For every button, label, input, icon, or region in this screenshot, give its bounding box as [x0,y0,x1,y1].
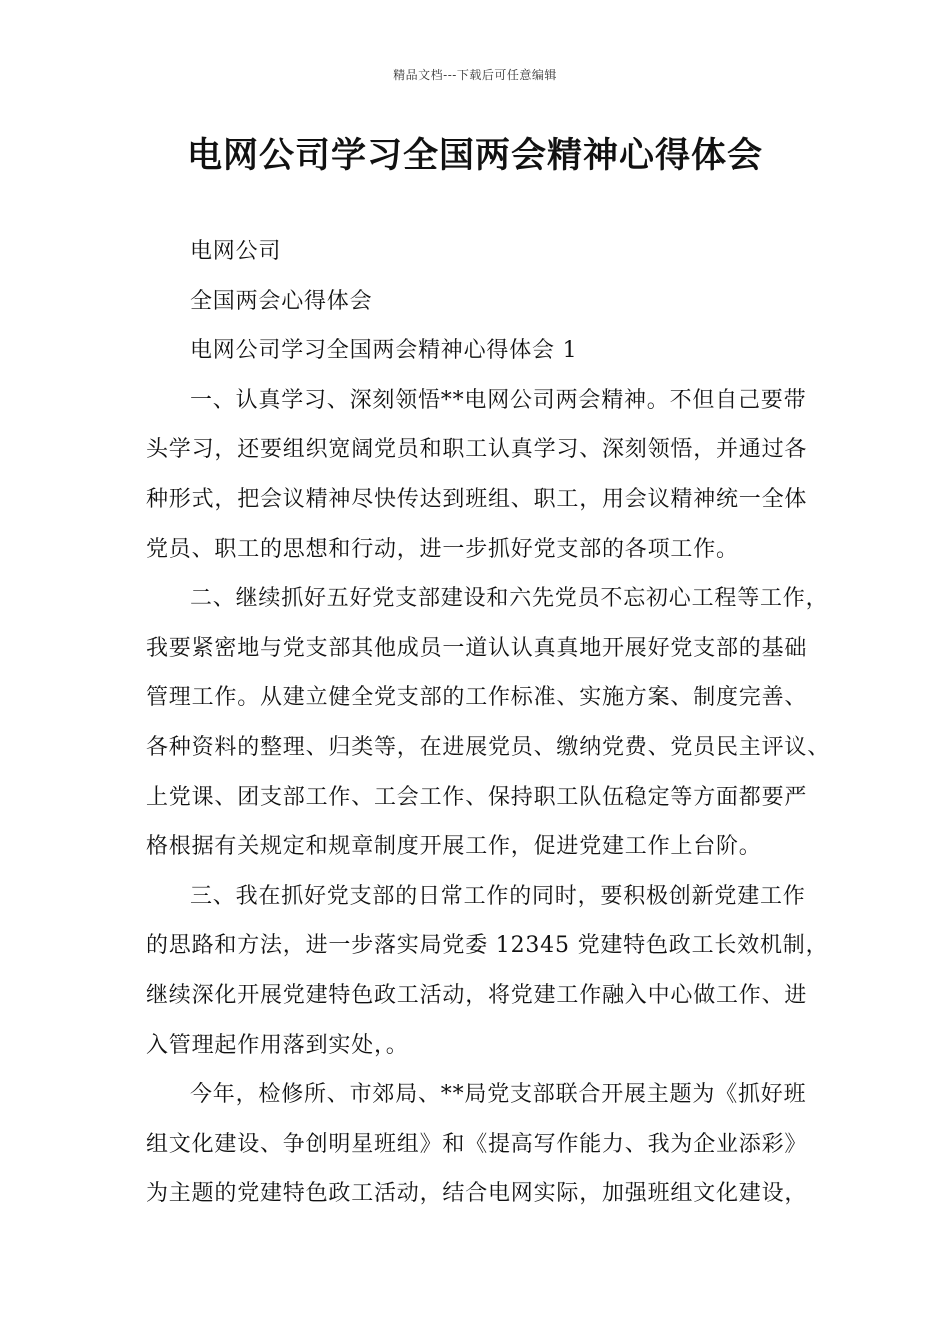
line-2: 全国两会心得体会 [190,288,373,314]
document-body [146,227,834,1219]
document-title: 电网公司学习全国两会精神心得体会 [186,136,763,176]
line-1: 电网公司 [190,239,282,264]
paragraph-3-line-2: 的思路和方法，进一步落实局党委 12345 党建特色政工长效机制， [146,933,829,959]
paragraph-2-line-1: 二、继续抓好五好党支部建设和六先党员不忘初心工程等工作， [190,586,829,612]
paragraph-1-line-2: 头学习，还要组织宽阔党员和职工认真学习、深刻领悟，并通过各 [146,437,808,463]
paragraph-2-line-4: 各种资料的整理、归类等，在进展党员、缴纳党费、党员民主评议、 [146,734,831,760]
paragraph-1-line-4: 党员、职工的思想和行动，进一步抓好党支部的各项工作。 [146,536,739,562]
paragraph-3-line-3: 继续深化开展党建特色政工活动，将党建工作融入中心做工作、进 [146,982,808,1008]
paragraph-4-line-1: 今年，检修所、市郊局、**局党支部联合开展主题为《抓好班 [190,1082,807,1108]
paragraph-4-line-3: 为主题的党建特色政工活动，结合电网实际，加强班组文化建设， [146,1181,808,1207]
paragraph-1-line-1: 一、认真学习、深刻领悟**电网公司两会精神。不但自己要带 [190,387,807,413]
paragraph-2-line-3: 管理工作。从建立健全党支部的工作标准、实施方案、制度完善、 [146,685,808,711]
paragraph-2-line-2: 我要紧密地与党支部其他成员一道认认真真地开展好党支部的基础 [146,635,808,661]
paragraph-3-line-1: 三、我在抓好党支部的日常工作的同时，要积极创新党建工作 [190,883,806,909]
paragraph-3-line-4: 入管理起作用落到实处，。 [146,1032,409,1058]
line-3: 电网公司学习全国两会精神心得体会 1 [190,338,578,364]
header-note: 精品文档---下载后可任意编辑 [393,68,557,82]
paragraph-2-line-6: 格根据有关规定和规章制度开展工作，促进党建工作上台阶。 [146,834,762,860]
paragraph-4-line-2: 组文化建设、争创明星班组》和《提高写作能力、我为企业添彩》 [146,1131,808,1157]
paragraph-2-line-5: 上党课、团支部工作、工会工作、保持职工队伍稳定等方面都要严 [146,784,808,810]
paragraph-1-line-3: 种形式，把会议精神尽快传达到班组、职工，用会议精神统一全体 [146,486,808,512]
